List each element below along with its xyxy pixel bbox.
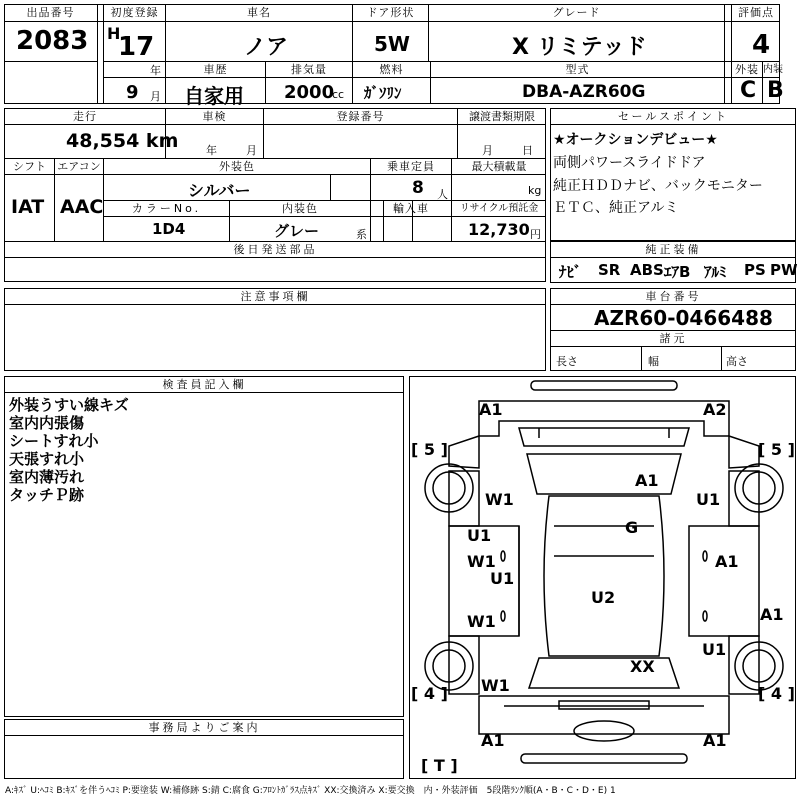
- tire-bracket-rear-right: [ 4 ]: [758, 684, 795, 703]
- month-unit: 月: [150, 90, 161, 103]
- displacement-label: 排気量: [291, 63, 327, 76]
- car-diagram: [409, 376, 796, 779]
- transfer-month-unit: 月: [482, 144, 493, 157]
- load-label: 最大積載量: [471, 160, 527, 173]
- cc-unit: cc: [332, 88, 345, 101]
- grade-label: グレード: [552, 6, 601, 19]
- transfer-label: 譲渡書類期限: [469, 110, 535, 123]
- shift: IAT: [11, 196, 45, 218]
- sales-line-1: ★オークションデビュー★: [553, 132, 718, 148]
- divider: [4, 61, 98, 62]
- reg-month: 9: [126, 82, 139, 103]
- damage-mark: W1: [485, 490, 514, 509]
- damage-mark: U1: [467, 526, 492, 545]
- int-color: グレー: [274, 222, 320, 240]
- recycle-label: リサイクル預託金: [459, 203, 539, 214]
- damage-mark: A1: [760, 605, 784, 624]
- inspector-line-4: 天張すれ小: [9, 450, 85, 468]
- width-label: 幅: [648, 355, 659, 368]
- reg-no-label: 登録番号: [336, 110, 385, 123]
- capacity-label: 乗車定員: [387, 160, 435, 173]
- inspector-label: 検査員記入欄: [162, 378, 247, 391]
- sales-label: セールスポイント: [617, 110, 729, 123]
- load-unit: kg: [528, 184, 542, 197]
- damage-mark: U2: [591, 588, 616, 607]
- inspection-label: 車検: [202, 110, 227, 123]
- era: H: [107, 24, 121, 43]
- damage-mark: A1: [703, 731, 727, 750]
- int-color-label: 内装色: [282, 202, 318, 215]
- ac: AAC: [60, 196, 104, 218]
- lot-no: 2083: [16, 26, 89, 56]
- color-label: 外装色: [219, 160, 255, 173]
- year-unit: 年: [150, 64, 161, 77]
- height-label: 高さ: [726, 355, 748, 368]
- score-label: 評価点: [738, 6, 774, 19]
- damage-mark: W1: [467, 612, 496, 631]
- damage-mark: A1: [715, 552, 739, 571]
- exterior-score: C: [740, 78, 757, 103]
- damage-mark: W1: [481, 676, 510, 695]
- divider: [104, 77, 780, 78]
- fuel: ｶﾞｿﾘﾝ: [364, 84, 402, 102]
- chassis-label: 車台番号: [645, 290, 702, 303]
- color-no-label: カラーNo.: [131, 202, 202, 215]
- legend-text: A:ｷｽﾞ U:ﾍｺﾐ B:ｷｽﾞを伴うﾍｺﾐ P:要塗装 W:補修跡 S:錆 C:腐食 G:ﾌﾛﾝﾄｶﾞﾗｽ点ｷｽﾞ XX:交換済み X:要交換 内・外装評価 5段階ﾗﾝｸ順(A・B・C・D・E) 1: [5, 786, 616, 796]
- damage-mark: XX: [630, 657, 655, 676]
- damage-mark: A2: [703, 400, 727, 419]
- import-label: 輸入車: [393, 202, 429, 215]
- door-label: ドア形状: [366, 6, 415, 19]
- damage-mark: W1: [467, 552, 496, 571]
- tire-bracket-rear-left: [ 4 ]: [411, 684, 448, 703]
- color-no: 1D4: [152, 220, 186, 238]
- car-name: ノア: [244, 35, 289, 60]
- sales-line-3: 純正ＨＤＤナビ、バックモニター: [553, 178, 763, 194]
- mileage: 48,554 km: [66, 130, 179, 152]
- inspector-line-2: 室内内張傷: [9, 414, 85, 432]
- interior-score: B: [767, 78, 784, 103]
- first-reg-label: 初度登録: [110, 6, 159, 19]
- exterior-label: 外装: [735, 63, 759, 76]
- damage-mark: A1: [479, 400, 503, 419]
- sales-line-2: 両側パワースライドドア: [553, 155, 706, 171]
- grade: X リミテッド: [512, 35, 647, 60]
- damage-mark: A1: [635, 471, 659, 490]
- ac-label: エアコン: [57, 160, 101, 173]
- inspector-line-6: タッチＰ跡: [9, 486, 85, 504]
- damage-mark: U1: [696, 490, 721, 509]
- equipment-label: 純正装備: [645, 243, 702, 256]
- sales-line-4: ＥＴＣ、純正アルミ: [553, 200, 679, 216]
- score: 4: [752, 30, 771, 60]
- tire-bracket-front-right: [ 5 ]: [758, 440, 795, 459]
- tire-bracket-trunk: [ T ]: [421, 756, 458, 775]
- model: DBA-AZR60G: [522, 82, 646, 102]
- length-label: 長さ: [556, 355, 578, 368]
- shift-label: シフト: [13, 160, 46, 173]
- equip-pw: PW: [770, 261, 798, 279]
- equip-alloy: ｱﾙﾐ: [704, 263, 727, 281]
- mileage-label: 走行: [73, 110, 97, 123]
- later-parts-label: 後日発送部品: [233, 243, 318, 256]
- reg-year: 17: [118, 32, 155, 62]
- int-color-unit: 系: [356, 228, 367, 241]
- equip-navi: ﾅﾋﾞ: [559, 263, 582, 281]
- damage-mark: A1: [481, 731, 505, 750]
- recycle: 12,730: [468, 220, 530, 239]
- capacity-unit: 人: [437, 188, 448, 201]
- capacity: 8: [412, 178, 424, 198]
- dims-label: 諸元: [659, 332, 688, 345]
- tire-bracket-front-left: [ 5 ]: [411, 440, 448, 459]
- interior-label: 内装: [763, 64, 783, 75]
- notes-label: 注意事項欄: [240, 290, 311, 303]
- inspection-month-unit: 月: [246, 144, 257, 157]
- history-label: 車歴: [203, 63, 228, 76]
- car-name-label: 車名: [247, 6, 271, 19]
- equip-ps: PS: [744, 261, 766, 279]
- door-type: 5W: [374, 32, 410, 56]
- displacement: 2000: [284, 82, 335, 103]
- model-label: 型式: [565, 63, 590, 76]
- recycle-unit: 円: [530, 228, 541, 241]
- inspection-year-unit: 年: [206, 144, 217, 157]
- equip-sr: SR: [598, 261, 621, 279]
- equip-airbag: ｴｱB: [664, 263, 691, 281]
- chassis-number: AZR60-0466488: [594, 306, 773, 330]
- color: シルバー: [188, 181, 251, 200]
- inspector-line-1: 外装うすい線キズ: [9, 396, 129, 414]
- office-label: 事務局よりご案内: [148, 721, 261, 734]
- history: 自家用: [184, 84, 244, 108]
- damage-mark: G: [625, 518, 639, 537]
- divider: [4, 21, 780, 22]
- equip-abs: ABS: [630, 261, 664, 279]
- fuel-label: 燃料: [379, 63, 404, 76]
- transfer-day-unit: 日: [522, 144, 533, 157]
- inspector-line-3: シートすれ小: [9, 432, 99, 450]
- damage-mark: U1: [490, 569, 515, 588]
- lot-no-label: 出品番号: [26, 6, 75, 19]
- inspector-line-5: 室内薄汚れ: [9, 468, 85, 486]
- damage-mark: U1: [702, 640, 727, 659]
